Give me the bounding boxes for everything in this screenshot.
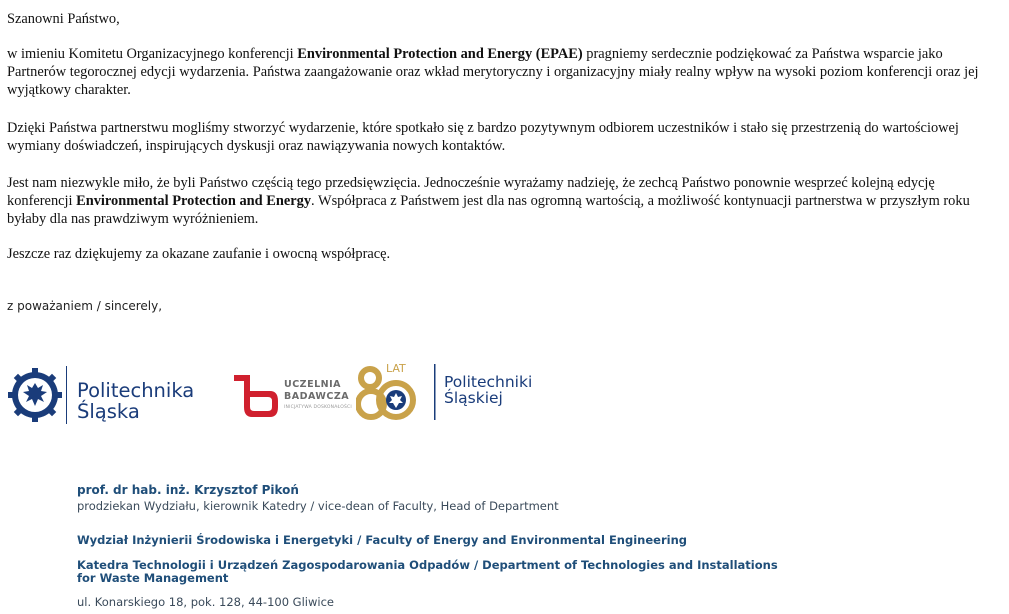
conference-name-bold: Environmental Protection and Energy (EPAE) xyxy=(297,46,583,62)
paragraph-thanks-rest: pragniemy serdecznie podziękować za Państwa wsparcie jako Partnerów tegorocznej edycji wydarzenia. Państwa zaangażowanie oraz wkład merytoryczny i organizacyjny miały realny wpływ na wysoki poziom konferencji oraz jej wyjątkowy charakter. xyxy=(7,46,979,98)
paragraph-hope-rest: . Współpraca z Państwem jest dla nas ogromną wartością, a możliwość kontynuacji partnerstwa w przyszłym roku byłaby dla nas prawdziwym wyróżnieniem. xyxy=(7,193,970,227)
department-name: Katedra Technologii i Urządzeń Zagospodarowania Odpadów / Department of Technologies and Installations for Waste Management xyxy=(77,558,778,585)
politechnika-emblem-icon xyxy=(7,366,67,424)
80-lat-logo xyxy=(356,360,546,426)
inicjatywa-text: INICJATYWA DOSKONAŁOŚCI xyxy=(284,405,352,410)
signatory-name: prof. dr hab. inż. Krzysztof Pikoń xyxy=(77,483,299,497)
paragraph-thanks-intro: w imieniu Komitetu Organizacyjnego konferencji xyxy=(7,46,298,62)
paragraph-thanks xyxy=(7,45,997,99)
signatory-title: prodziekan Wydziału, kierownik Katedry / vice-dean of Faculty, Head of Department xyxy=(77,499,559,513)
anniv-name-line1: Politechniki xyxy=(444,373,533,391)
paragraph-partnership: Dzięki Państwa partnerstwu mogliśmy stworzyć wydarzenie, które spotkało się z bardzo pozytywnym odbiorem uczestników i stało się przestrzenią do wartościowej wymiany doświadczeń, inspirujących dyskusji oraz nawiązywania nowych kontaktów. xyxy=(7,120,959,154)
uczelnia-text: UCZELNIA xyxy=(284,379,341,390)
lat-text: LAT xyxy=(386,362,406,375)
greeting: Szanowni Państwo, xyxy=(7,11,120,27)
politechnika-name-line1: Politechnika xyxy=(77,379,195,402)
paragraph-final-thanks: Jeszcze raz dziękujemy za okazane zaufanie i owocną współpracę. xyxy=(7,246,391,262)
badawcza-text: BADAWCZA xyxy=(284,391,350,402)
politechnika-name-line2: Śląska xyxy=(77,400,140,423)
closing-line: z poważaniem / sincerely, xyxy=(7,299,163,313)
politechnika-slaska-logo xyxy=(7,366,227,424)
paragraph-hope-intro: Jest nam niezwykle miło, że byli Państwo częścią tego przedsięwzięcia. Jednocześnie wyrażamy nadzieję, że zechcą Państwo ponownie wesprzeć kolejną edycję konferencji xyxy=(7,175,935,209)
address: ul. Konarskiego 18, pok. 128, 44-100 Gliwice xyxy=(77,595,334,609)
logo-strip xyxy=(7,360,547,430)
conference-name-bold-2: Environmental Protection and Energy xyxy=(76,193,312,209)
faculty-name: Wydział Inżynierii Środowiska i Energetyki / Faculty of Energy and Environmental Engineering xyxy=(77,533,687,547)
uczelnia-badawcza-mark-icon xyxy=(230,369,282,421)
paragraph-hope xyxy=(7,174,1002,228)
uczelnia-badawcza-logo xyxy=(230,369,355,421)
anniv-name-line2: Śląskiej xyxy=(444,389,503,407)
